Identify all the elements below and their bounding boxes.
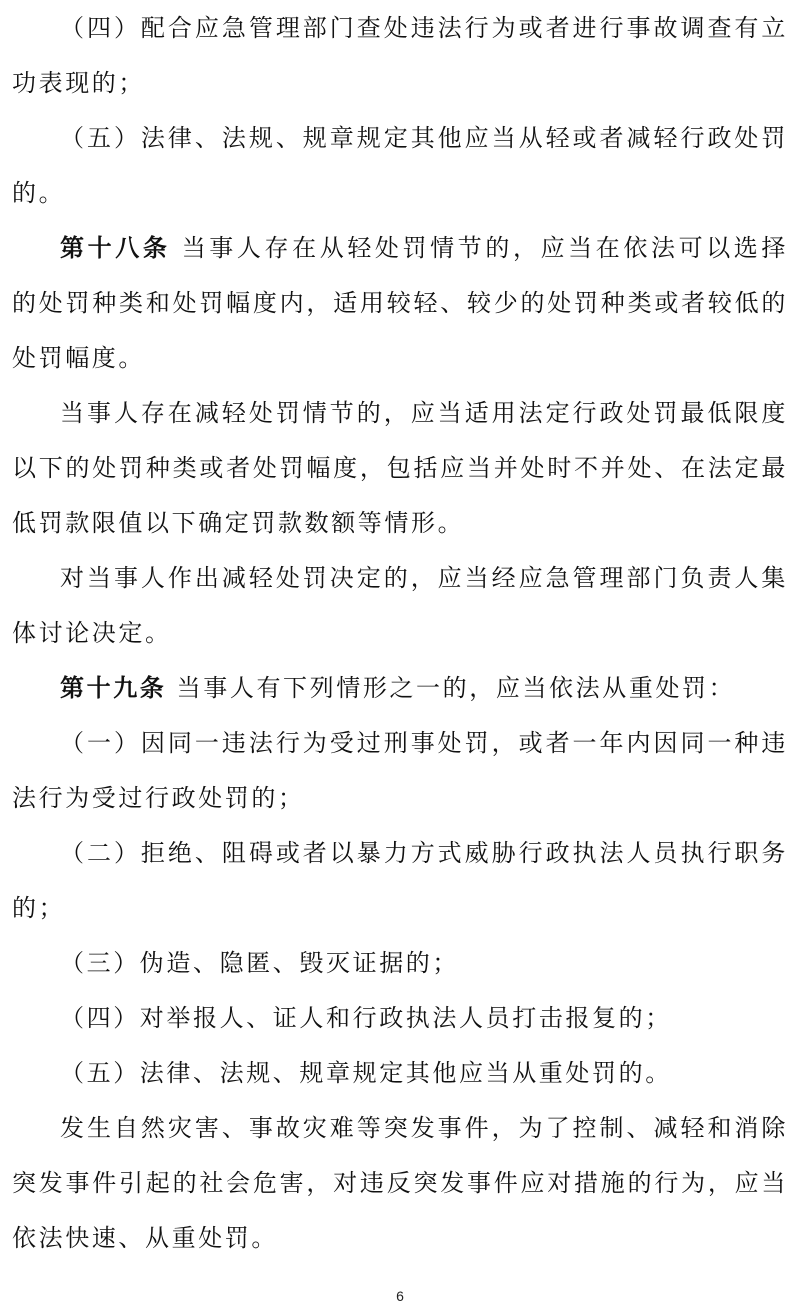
- paragraph-collective-decision: [12, 551, 788, 661]
- paragraph-text: 当事人存在从轻处罚情节的，应当在依法可以选择的处罚种类和处罚幅度内，适用较轻、较少的处罚种类或者较低的处罚幅度。: [12, 234, 789, 372]
- document-body: [12, 0, 788, 1266]
- paragraph-item-2-obstruct: [12, 826, 788, 936]
- paragraph-text: （四）配合应急管理部门查处违法行为或者进行事故调查有立功表现的；: [12, 14, 788, 97]
- paragraph-item-4-meritorious: [12, 1, 788, 111]
- paragraph-item-1-repeat: [12, 716, 788, 826]
- paragraph-text: （三）伪造、隐匿、毁灭证据的；: [60, 949, 459, 977]
- paragraph-text: （一）因同一违法行为受过刑事处罚，或者一年内因同一种违法行为受过行政处罚的；: [12, 729, 788, 812]
- paragraph-text: 当事人存在减轻处罚情节的，应当适用法定行政处罚最低限度以下的处罚种类或者处罚幅度，包括应当并处时不并处、在法定最低罚款限值以下确定罚款数额等情形。: [12, 399, 788, 537]
- paragraph-text: 当事人有下列情形之一的，应当依法从重处罚：: [176, 674, 736, 702]
- paragraph-emergency: [12, 1101, 788, 1266]
- paragraph-text: （四）对举报人、证人和行政执法人员打击报复的；: [60, 1004, 672, 1032]
- paragraph-text: 对当事人作出减轻处罚决定的，应当经应急管理部门负责人集体讨论决定。: [12, 564, 788, 647]
- article-19: [12, 661, 788, 716]
- paragraph-mitigated-penalty: [12, 386, 788, 551]
- paragraph-text: （五）法律、法规、规章规定其他应当从轻或者减轻行政处罚的。: [12, 124, 788, 207]
- paragraph-text: （五）法律、法规、规章规定其他应当从重处罚的。: [60, 1059, 672, 1087]
- paragraph-text: 发生自然灾害、事故灾难等突发事件，为了控制、减轻和消除突发事件引起的社会危害，对违反突发事件应对措施的行为，应当依法快速、从重处罚。: [12, 1114, 788, 1252]
- article-number: 第十八条: [60, 234, 171, 262]
- paragraph-item-3-evidence: [12, 936, 788, 991]
- article-18: [12, 221, 788, 386]
- paragraph-item-5-lighter: [12, 111, 788, 221]
- page-number: 6: [396, 1288, 404, 1304]
- article-number: 第十九条: [60, 674, 167, 702]
- paragraph-text: （二）拒绝、阻碍或者以暴力方式威胁行政执法人员执行职务的；: [12, 839, 788, 922]
- paragraph-item-4-retaliation: [12, 991, 788, 1046]
- paragraph-item-5-heavier: [12, 1046, 788, 1101]
